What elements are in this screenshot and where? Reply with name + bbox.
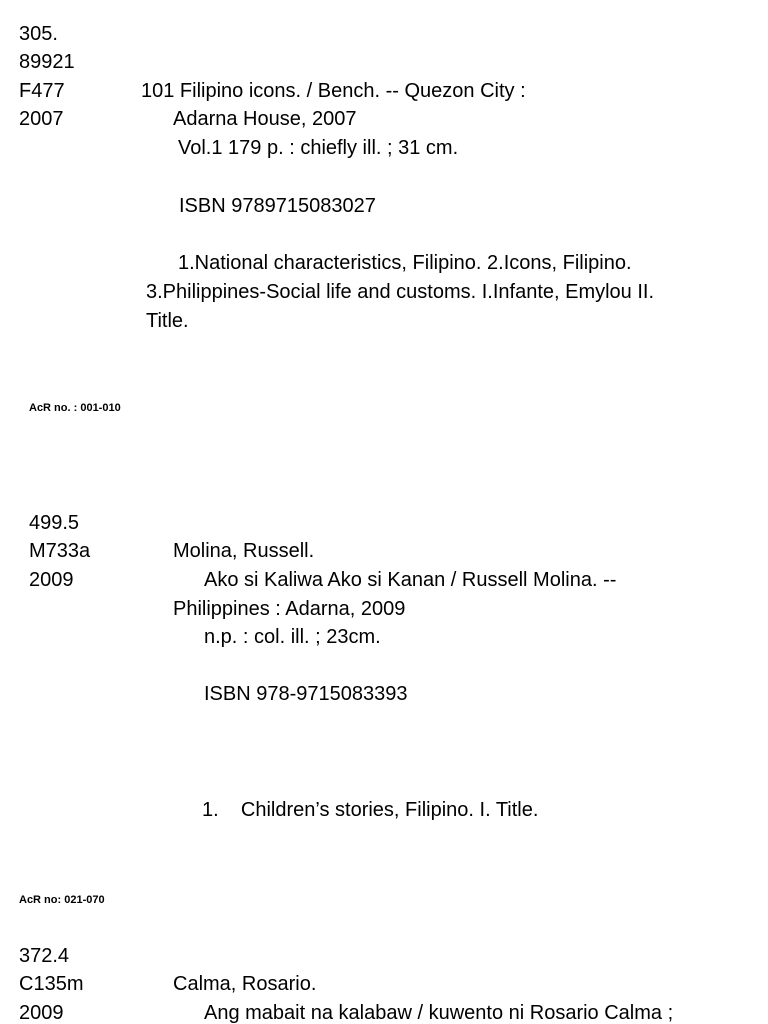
physical-description: Vol.1 179 p. : chiefly ill. ; 31 cm. [178,137,459,159]
isbn: ISBN 9789715083027 [179,195,376,217]
accession-number: AcR no: 021-070 [19,894,105,906]
author-heading: Calma, Rosario. [173,973,317,995]
subject-headings: 1. Children’s stories, Filipino. I. Title. [202,799,539,821]
author-heading: Molina, Russell. [173,540,315,562]
title-statement: Ang mabait na kalabaw / kuwento ni Rosario Calma ; [204,1002,674,1024]
call-number-line: 89921 [19,51,75,73]
call-number-line: 305. [19,23,58,45]
accession-number: AcR no. : 001-010 [29,402,121,414]
call-number-line: 2009 [29,569,74,591]
title-statement: Ako si Kaliwa Ako si Kanan / Russell Molina. -- [204,569,617,591]
call-number-line: F477 [19,80,65,102]
call-number-line: 2007 [19,108,64,130]
publication-line: Adarna House, 2007 [173,108,357,130]
call-number-line: 499.5 [29,512,80,534]
physical-description: n.p. : col. ill. ; 23cm. [204,626,381,648]
title-statement: 101 Filipino icons. / Bench. -- Quezon City : [141,80,526,102]
publication-line: Philippines : Adarna, 2009 [173,598,406,620]
subject-headings: Title. [146,310,189,332]
isbn: ISBN 978-9715083393 [204,683,408,705]
call-number-line: 2009 [19,1002,64,1024]
subject-headings: 3.Philippines-Social life and customs. I.Infante, Emylou II. [146,281,655,303]
call-number-line: M733a [29,540,91,562]
call-number-line: C135m [19,973,84,995]
call-number-line: 372.4 [19,945,70,967]
subject-headings: 1.National characteristics, Filipino. 2.Icons, Filipino. [178,252,632,274]
